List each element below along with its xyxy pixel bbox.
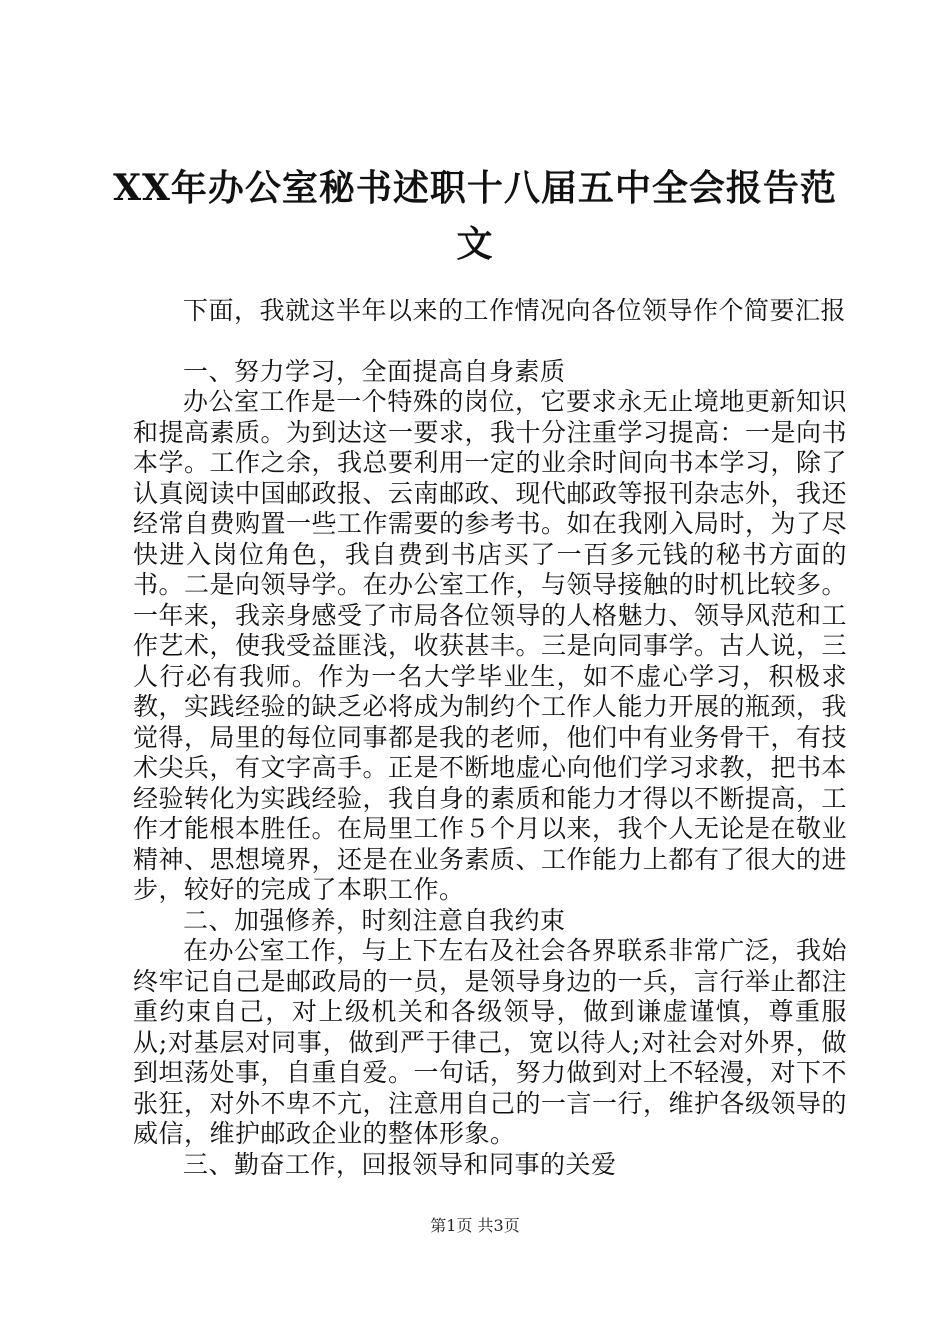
document-title: XX年办公室秘书述职十八届五中全会报告范文 — [113, 167, 837, 265]
section-3-heading: 三、勤奋工作，回报领导和同事的关爱 — [183, 1149, 617, 1179]
section-2-heading: 二、加强修养，时刻注意自我约束 — [183, 905, 566, 935]
section-2-paragraph: 在办公室工作，与上下左右及社会各界联系非常广泛，我始终牢记自己是邮政局的一员，是领导身边的一兵，言行举止都注重约束自己，对上级机关和各级领导，做到谦虚谨慎，尊重服从;对基层对同事，做到严于律己，宽以待人;对社会对外界，做到坦荡处事，自重自爱。一句话，努力做到对上不轻漫，对下不张狂，对外不卑不亢，注意用自己的一言一行，维护各级领导的威信，维护邮政企业的整体形象。 — [133, 936, 848, 1148]
document-body — [133, 296, 847, 1180]
section-1-heading: 一、努力学习，全面提高自身素质 — [183, 356, 566, 386]
section-1-paragraph: 办公室工作是一个特殊的岗位，它要求永无止境地更新知识和提高素质。为到达这一要求，我十分注重学习提高：一是向书本学。工作之余，我总要利用一定的业余时间向书本学习，除了认真阅读中国邮政报、云南邮政、现代邮政等报刊杂志外，我还经常自费购置一些工作需要的参考书。如在我刚入局时，为了尽快进入岗位角色，我自费到书店买了一百多元钱的秘书方面的书。二是向领导学。在办公室工作，与领导接触的时机比较多。一年来，我亲身感受了市局各位领导的人格魅力、领导风范和工作艺术，使我受益匪浅，收获甚丰。三是向同事学。古人说，三人行必有我师。作为一名大学毕业生，如不虚心学习，积极求教，实践经验的缺乏必将成为制约个工作人能力开展的瓶颈，我觉得，局里的每位同事都是我的老师，他们中有业务骨干，有技术尖兵，有文字高手。正是不断地虚心向他们学习求教，把书本经验转化为实践经验，我自身的素质和能力才得以不断提高，工作才能根本胜任。在局里工作５个月以来，我个人无论是在敬业精神、思想境界，还是在业务素质、工作能力上都有了很大的进步，较好的完成了本职工作。 — [133, 387, 848, 904]
intro-paragraph: 下面，我就这半年以来的工作情况向各位领导作个简要汇报 — [183, 296, 847, 325]
page-number-footer: 第1页 共3页 — [430, 1216, 520, 1235]
